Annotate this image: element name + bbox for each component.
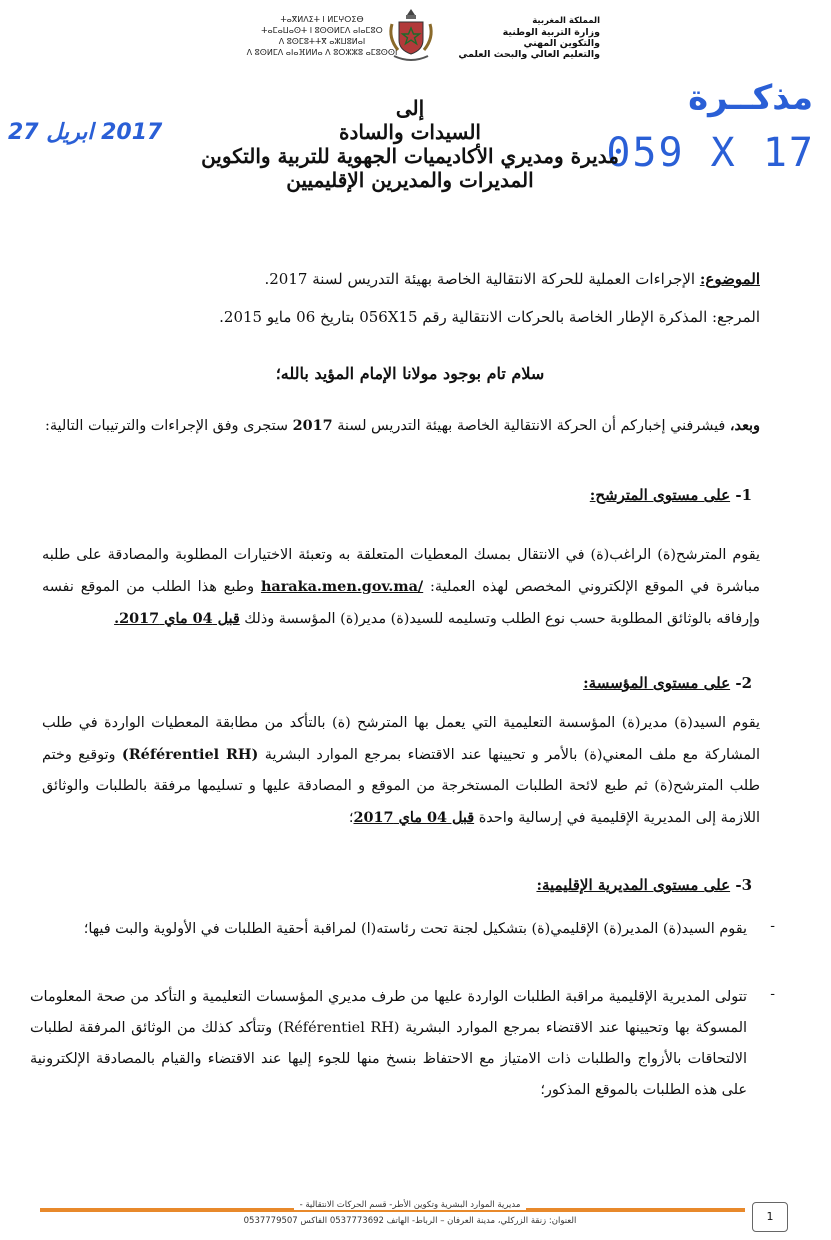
address-line: السيدات والسادة	[338, 120, 481, 144]
greeting: سلام تام بوجود مولانا الإمام المؤيد بالله؛	[275, 364, 545, 383]
referentiel-rh: (Référentiel RH)	[121, 746, 259, 763]
tifinagh-header	[232, 14, 412, 58]
section-paragraph	[42, 708, 760, 834]
footer-department: مديرية الموارد البشرية وتكوين الأطر- قسم الحركات الانتقالية -	[294, 1200, 527, 1210]
address-line: مديرة ومديري الأكاديميات الجهوية للتربية والتكوين	[201, 144, 619, 168]
bullet-marker: -	[770, 918, 775, 934]
address-to: إلى	[395, 96, 425, 120]
ministry-header	[430, 16, 600, 60]
section-text: وطبع هذا الطلب من الموقع نفسه وإرفاقه بالوثائق المطلوبة حسب نوع الطلب وتسليمه للسيد(ة) مدير(ة) المؤسسة وذلك	[42, 579, 760, 627]
bullet-marker: -	[770, 986, 775, 1002]
intro-text: فيشرفني إخباركم أن الحركة الانتقالية الخاصة بهيئة التدريس لسنة	[332, 418, 730, 434]
subject-text: الإجراءات العملية للحركة الانتقالية الخاصة بهيئة التدريس لسنة 2017.	[264, 270, 700, 288]
reference-label: المرجع:	[712, 308, 760, 326]
moroccan-coat-of-arms-icon	[386, 6, 436, 66]
memo-date: 2017 ابريل 27	[8, 120, 163, 145]
ministry-line: وزارة التربية الوطنية	[502, 27, 600, 38]
section-number: 1-	[735, 486, 752, 504]
section-heading	[40, 486, 752, 504]
page-number: 1	[766, 1210, 774, 1223]
ministry-line: والتعليم العالي والبحث العلمي	[458, 49, 600, 60]
deadline: قبل 04 ماي 2017	[353, 809, 475, 826]
intro-year: 2017	[292, 417, 333, 434]
section-text: يقوم المترشح(ة) الراغب(ة) في الانتقال بمسك المعطيات المتعلقة به وتعبئة الاختيارات المطلوبة والمصادقة على طلبه مباشرة في الموقع الإلكتروني المخصص لهذه العملية:	[42, 547, 760, 595]
section-title: على مستوى المؤسسة:	[583, 674, 731, 692]
footer-address: العنوان: زنقة الزركلي، مدينة العرفان – الرباط- الهاتف 0537773692 الفاكس 0537779507	[243, 1216, 577, 1226]
memo-stamp-number: 059 X 17	[606, 130, 815, 176]
section-heading	[40, 674, 752, 692]
bullet-text: تتولى المديرية الإقليمية مراقبة الطلبات الواردة عليها من طرف مديري المؤسسات التعليمية و التأكد من صحة المعلومات المسوكة بها وتحيينها عند الاقتضاء بمرجع الموارد البشرية (Référentiel RH) وتتأكد كذلك من الوثائق المرفقة لطلبات الالتحاقات بالأزواج والطلبات ذات الامتياز مع الاحتفاظ بنسخ منها للجوء إليها عند الاقتضاء والقيام بالمصادقة الإلكترونية على هذه الطلبات بالموقع المذكور؛	[30, 989, 748, 1098]
deadline: قبل 04 ماي 2017.	[114, 610, 240, 627]
section-heading	[40, 876, 752, 894]
section-text: ؛	[348, 810, 354, 826]
tifinagh-line: ⴷ ⵓⵙⵎⵓⵜⵜⴳ ⴰⵣⵡⵓⵍⴰⵏ	[278, 37, 366, 46]
bullet-item	[30, 982, 775, 1106]
section-number: 2-	[735, 674, 752, 692]
intro-lead: وبعد،	[729, 417, 760, 434]
address-line: المديرات والمديرين الإقليميين	[286, 168, 534, 192]
tifinagh-line: ⴷ ⵓⵙⵍⵎⴷ ⴰⵏⴰⴼⵍⵍⴰ ⴷ ⵓⵔⵣⵣⵓ ⴰⵎⵓⵙⵙⵏ	[246, 48, 398, 57]
page-number-box	[752, 1202, 788, 1232]
section-paragraph	[42, 540, 760, 635]
ministry-line: المملكة المغربية	[532, 16, 600, 26]
footer-block	[150, 1200, 670, 1226]
bullet-item	[30, 914, 775, 945]
reference-text: المذكرة الإطار الخاصة بالحركات الانتقالية رقم 056X15 بتاريخ 06 مايو 2015.	[219, 308, 712, 326]
subject-line	[40, 270, 760, 288]
section-number: 3-	[735, 876, 752, 894]
memo-stamp-label: مذكــرة	[688, 78, 813, 118]
bullet-text: يقوم السيد(ة) المدير(ة) الإقليمي(ة) بتشكيل لجنة تحت رئاسته(ا) لمراقبة أحقية الطلبات في الأولوية والبت فيها؛	[83, 921, 747, 937]
intro-paragraph	[42, 410, 760, 442]
address-block	[150, 96, 670, 192]
intro-text: ستجرى وفق الإجراءات والترتيبات التالية:	[44, 418, 293, 434]
tifinagh-line: ⵜⴰⵎⴰⵡⴰⵙⵜ ⵏ ⵓⵙⵙⵍⵎⴷ ⴰⵏⴰⵎⵓⵔ	[261, 26, 383, 35]
tifinagh-line: ⵜⴰⴳⵍⴷⵉⵜ ⵏ ⵍⵎⵖⵔⵉⴱ	[280, 15, 364, 24]
section-text: وتوقيع وختم طلب المترشح(ة) ثم طبع لائحة الطلبات المستخرجة من الموقع و المصادقة عليها و تسليمها مرفقة بالطلبات والوثائق اللازمة إلى المديرية الإقليمية في إرسالية واحدة	[42, 747, 760, 826]
subject-label: الموضوع:	[699, 270, 760, 288]
website-link[interactable]: haraka.men.gov.ma/	[260, 578, 424, 595]
reference-line	[40, 308, 760, 326]
section-title: على مستوى المترشح:	[589, 486, 731, 504]
section-text: يقوم السيد(ة) مدير(ة) المؤسسة التعليمية التي يعمل بها المترشح (ة) بالتأكد من مطابقة المعطيات الواردة في طلب المشاركة مع ملف المعني(ة) بالأمر و تحيينها عند الاقتضاء بمرجع الموارد البشرية	[42, 715, 760, 763]
ministry-line: والتكوين المهني	[523, 38, 600, 49]
section-title: على مستوى المديرية الإقليمية:	[536, 876, 731, 894]
